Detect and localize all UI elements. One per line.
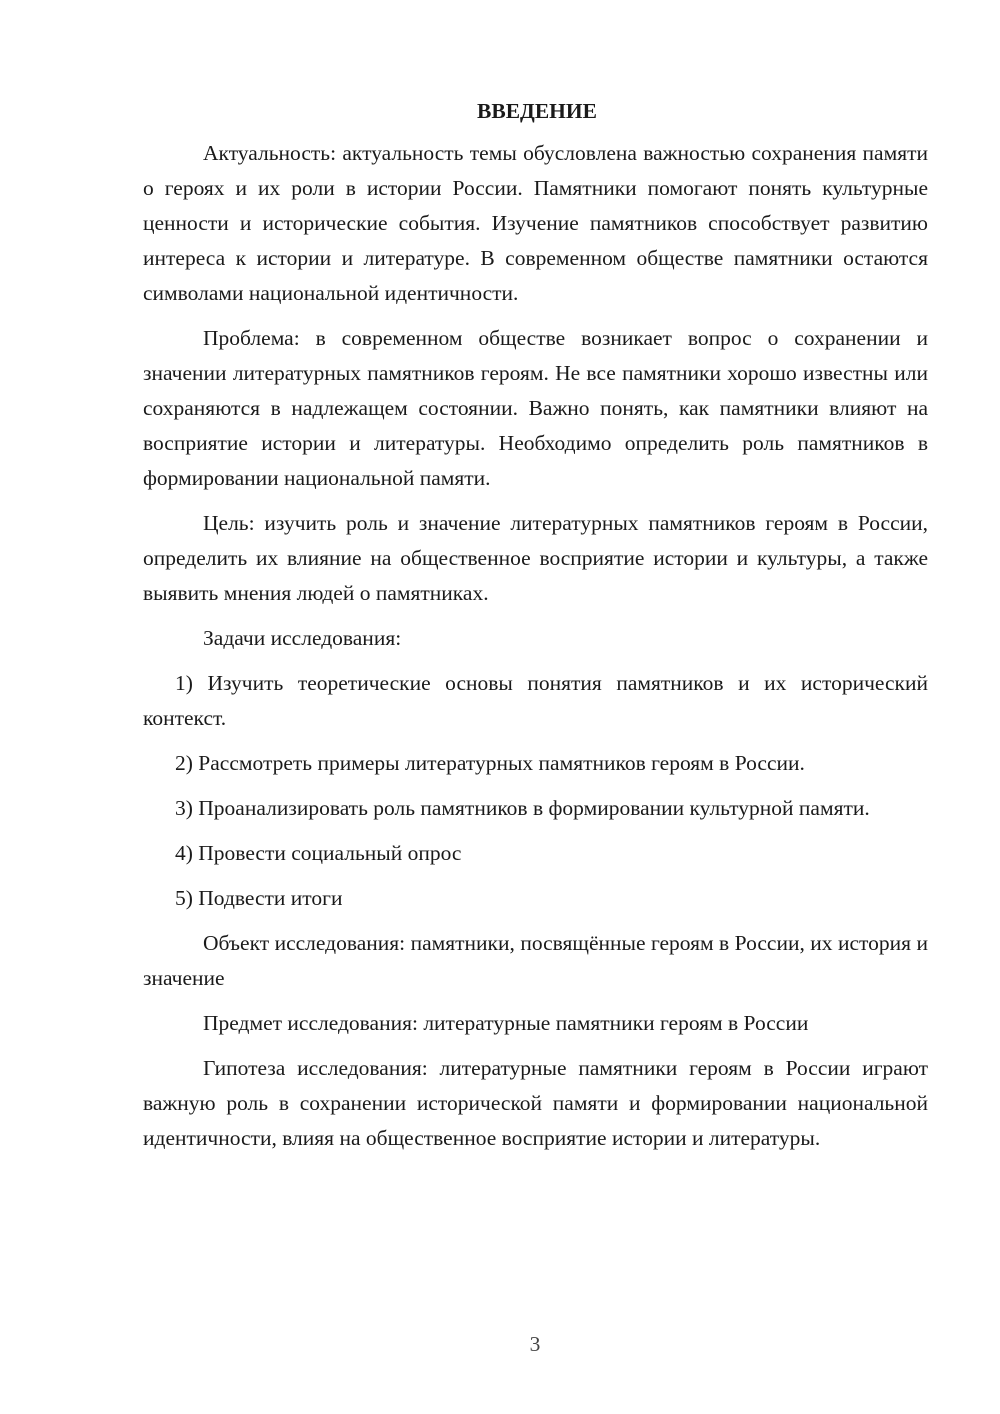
task-item-5: 5) Подвести итоги [175, 886, 343, 910]
paragraph-subject: Предмет исследования: литературные памятники героям в России [203, 1011, 809, 1035]
page-title: ВВЕДЕНИЕ [477, 99, 597, 123]
task-item-4: 4) Провести социальный опрос [175, 841, 462, 865]
paragraph-hypothesis: Гипотеза исследования: литературные памятники героям в России играют важную роль в сохранении исторической памяти и формировании национальной идентичности, влияя на общественное восприятие истории и литературы. [143, 1056, 928, 1150]
paragraph-goal: Цель: изучить роль и значение литературных памятников героям в России, определить их влияние на общественное восприятие истории и культуры, а также выявить мнения людей о памятниках. [143, 511, 928, 605]
paragraph-object: Объект исследования: памятники, посвящённые героям в России, их история и значение [143, 931, 928, 990]
document-page [143, 92, 928, 1166]
page-number: 3 [529, 1332, 541, 1356]
task-item-2: 2) Рассмотреть примеры литературных памятников героям в России. [175, 751, 805, 775]
task-item-1: 1) Изучить теоретические основы понятия памятников и их исторический контекст. [143, 671, 928, 730]
tasks-heading: Задачи исследования: [203, 626, 402, 650]
paragraph-problem: Проблема: в современном обществе возникает вопрос о сохранении и значении литературных памятников героям. Не все памятники хорошо известны или сохраняются в надлежащем состоянии. Важно понять, как памятники влияют на восприятие истории и литературы. Необходимо определить роль памятников в формировании национальной памяти. [143, 326, 928, 490]
task-item-3: 3) Проанализировать роль памятников в формировании культурной памяти. [175, 796, 870, 820]
paragraph-relevance: Актуальность: актуальность темы обусловлена важностью сохранения памяти о героях и их роли в истории России. Памятники помогают понять культурные ценности и исторические события. Изучение памятников способствует развитию интереса к истории и литературе. В современном обществе памятники остаются символами национальной идентичности. [143, 141, 928, 305]
